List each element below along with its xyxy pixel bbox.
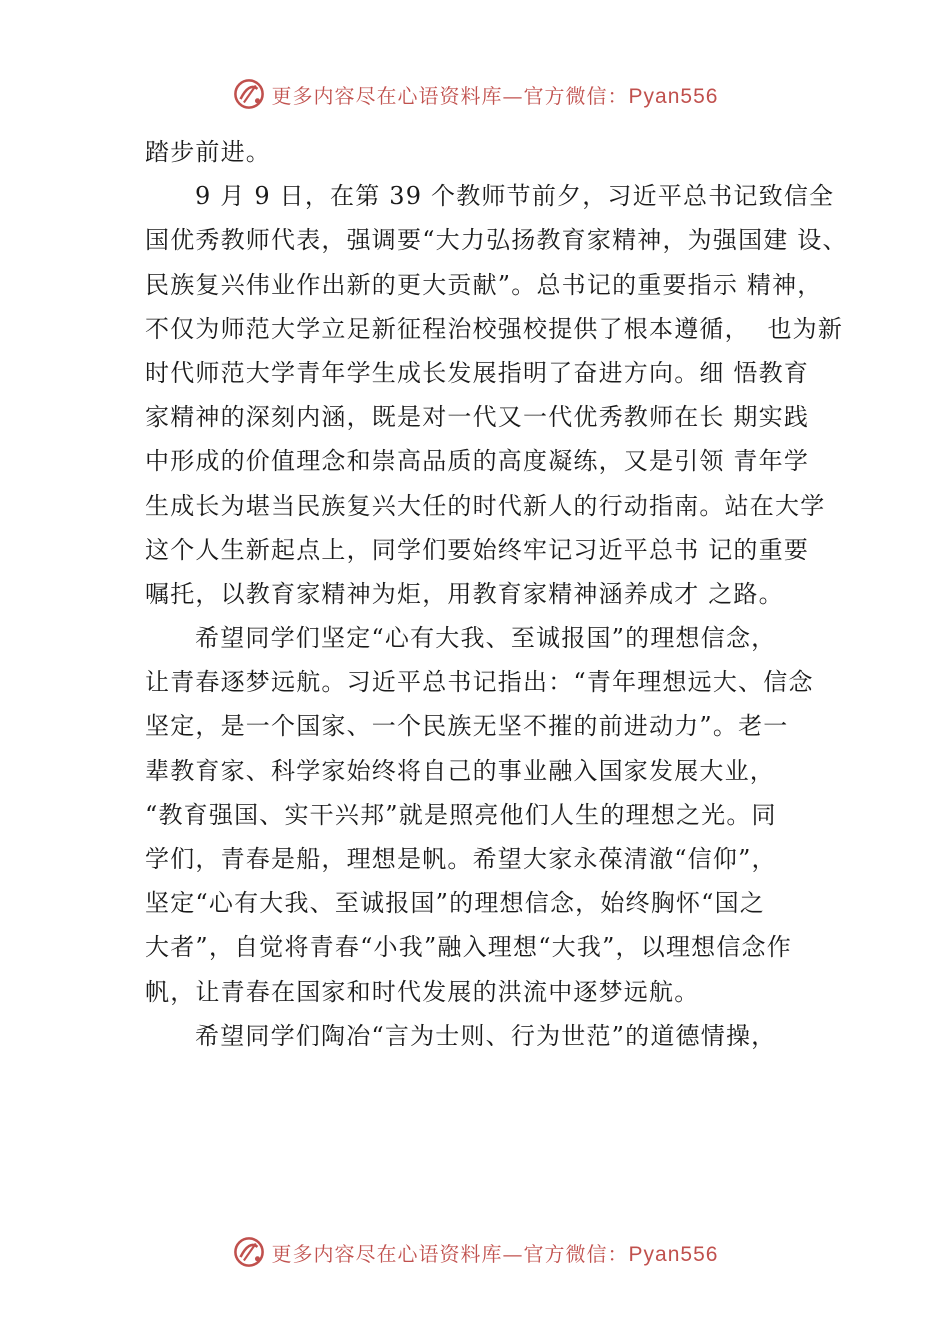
document-body	[145, 130, 848, 1058]
wechat-id: Pyan556	[628, 1242, 719, 1266]
text-line: 学们，青春是船，理想是帆。希望大家永葆清澈“信仰”，	[145, 845, 777, 873]
text-line: 坚定，是一个国家、一个民族无坚不摧的前进动力”。老一	[145, 712, 789, 741]
page-header-banner	[0, 74, 950, 114]
text-line: 辈教育家、科学家始终将自己的事业融入国家发展大业，	[145, 756, 775, 785]
paragraph-start-line: 希望同学们坚定“心有大我、至诚报国”的理想信念，	[195, 624, 777, 653]
text-line: 民族复兴伟业作出新的更大贡献”。总书记的重要指示 精神，	[145, 270, 823, 299]
text-line: 中形成的价值理念和崇高品质的高度凝练，又是引领 青年学	[145, 447, 810, 476]
paragraph-start-line: 9 月 9 日，在第 39 个教师节前夕，习近平总书记致信全	[195, 182, 835, 211]
text-line: 不仅为师范大学立足新征程治校强校提供了根本遵循， 也为新	[145, 314, 844, 343]
text-line: 帆，让青春在国家和时代发展的洪流中逐梦远航。	[145, 977, 700, 1006]
text-line: 大者”，自觉将青春“小我”融入理想“大我”，以理想信念作	[145, 933, 792, 962]
footer-banner-text: 更多内容尽在心语资料库—官方微信：Pyan556	[271, 1241, 719, 1266]
header-banner-text: 更多内容尽在心语资料库—官方微信：Pyan556	[271, 83, 719, 108]
paragraph-start-line: 希望同学们陶冶“言为士则、行为世范”的道德情操，	[195, 1021, 777, 1050]
text-line: 嘱托，以教育家精神为炬，用教育家精神涵养成才 之路。	[145, 579, 784, 608]
text-line: 这个人生新起点上，同学们要始终牢记习近平总书 记的重要	[145, 535, 810, 564]
logo-icon	[232, 1235, 266, 1269]
text-line: 生成长为堪当民族复兴大任的时代新人的行动指南。站在大学	[145, 491, 826, 520]
text-line: 让青春逐梦远航。习近平总书记指出：“青年理想远大、信念	[145, 668, 814, 697]
text-line: 时代师范大学青年学生成长发展指明了奋进方向。细 悟教育	[145, 358, 810, 387]
wechat-id: Pyan556	[628, 84, 719, 108]
logo-icon	[232, 77, 266, 111]
text-line: 踏步前进。	[145, 138, 271, 166]
text-line: 国优秀教师代表，强调要“大力弘扬教育家精神，为强国建 设、	[145, 226, 848, 255]
page-footer-banner	[0, 1232, 950, 1272]
text-line: “教育强国、实干兴邦”就是照亮他们人生的理想之光。同	[145, 800, 777, 829]
text-line: 家精神的深刻内涵，既是对一代又一代优秀教师在长 期实践	[145, 403, 810, 432]
text-line: 坚定“心有大我、至诚报国”的理想信念，始终胸怀“国之	[145, 889, 766, 918]
